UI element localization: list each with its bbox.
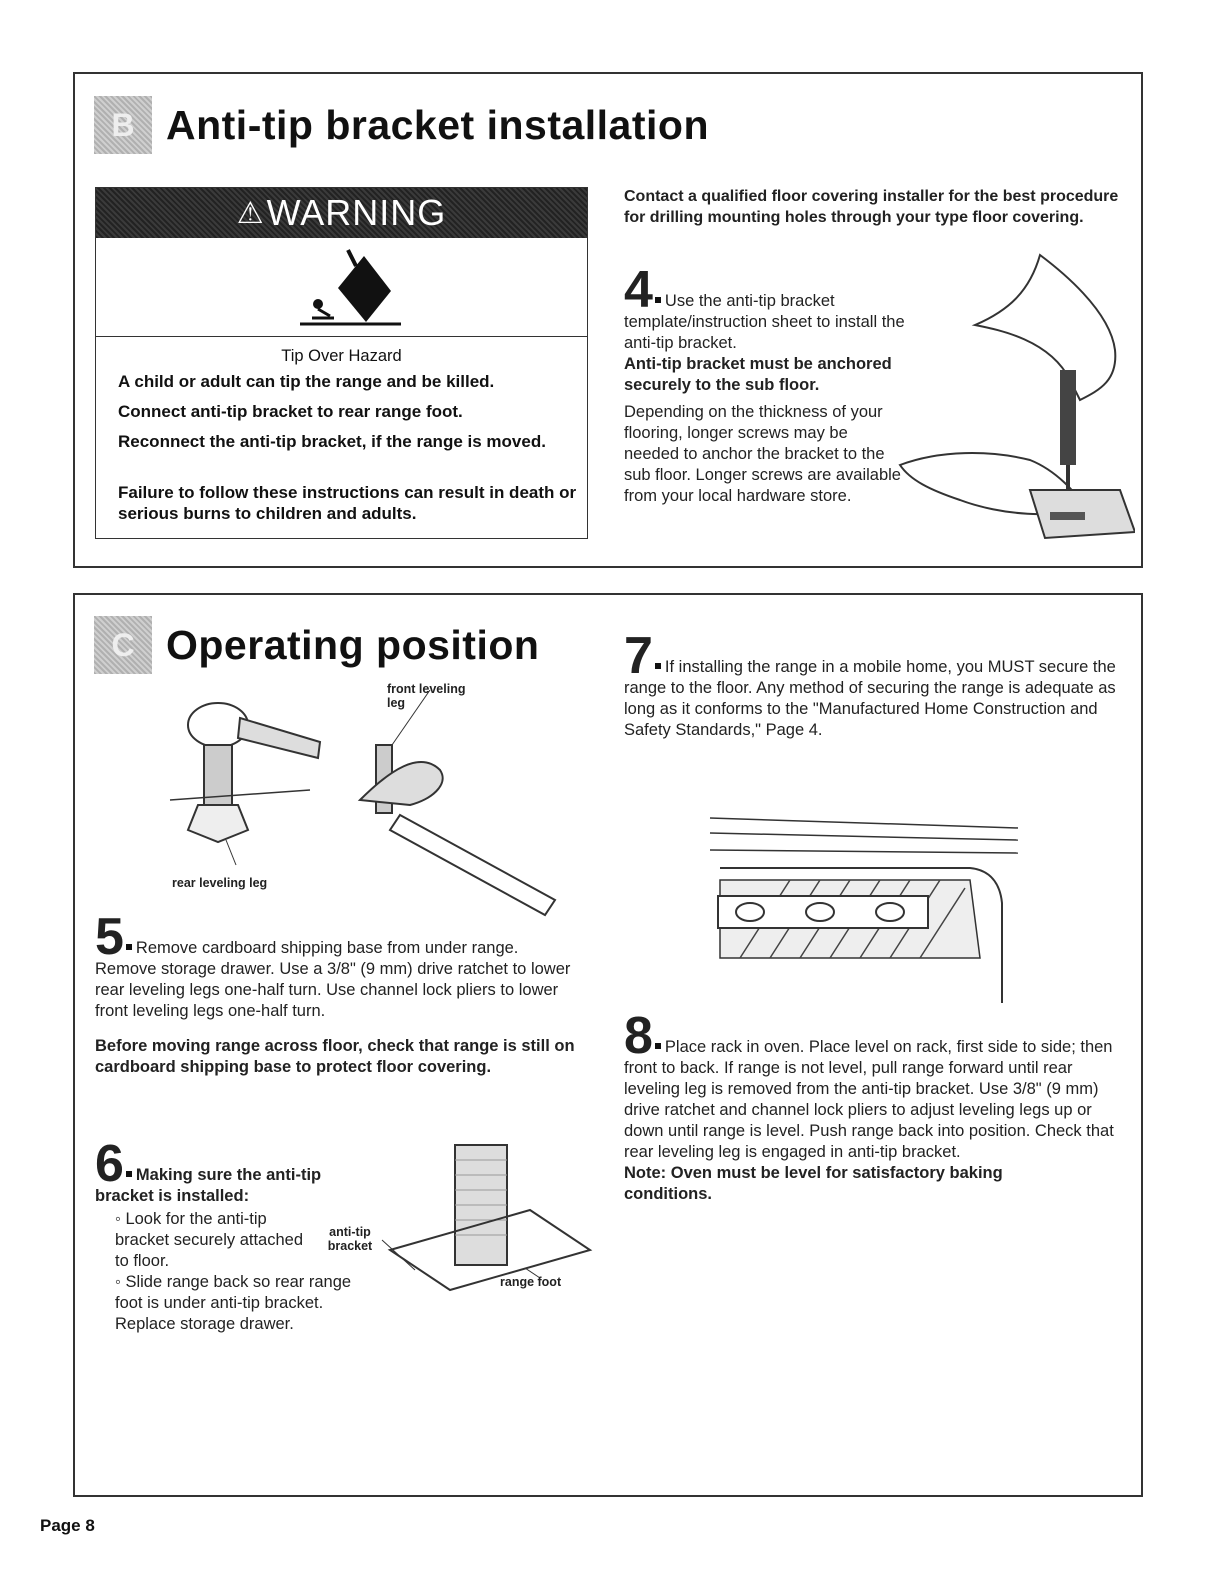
step-6-bullet-2: ◦ Slide range back so rear range foot is under anti-tip bracket. Replace storage drawer. [115,1273,352,1333]
section-c-title: Operating position [166,621,540,668]
anti-tip-bracket-label: anti-tip bracket [327,1225,373,1253]
step-7-text: If installing the range in a mobile home, you MUST secure the range to the floor. Any method of securing the range is adequate as long as it conforms to the "Manufactured Home Construction and Safety Standards," Page 4. [624,658,1116,739]
step-4-text2: Depending on the thickness of your flooring, longer screws may be needed to anchor the bracket to the sub floor. Longer screws are available from your local hardware store. [624,403,901,505]
step-4-bold: Anti-tip bracket must be anchored securely to the sub floor. [624,355,892,394]
front-leveling-leg-label: front leveling leg [387,682,466,710]
screwdriver-hand-illustration [880,250,1135,550]
warning-triangle-icon: ⚠ [236,196,265,230]
step-5-number: 5 [95,908,124,966]
step-7-number: 7 [624,627,653,685]
step-8-block [624,1007,1124,1205]
contact-note: Contact a qualified floor covering installer for the best procedure for drilling mounting holes through your type floor covering. [624,188,1119,226]
section-b-letter: B [94,96,152,154]
step-6-number: 6 [95,1135,124,1193]
step-7-block [624,627,1116,741]
step-6-block [95,1135,352,1335]
step-8-number: 8 [624,1007,653,1065]
step-5-text: Remove cardboard shipping base from under range. Remove storage drawer. Use a 3/8" (9 mm) drive ratchet to lower rear leveling legs one-half turn. Use channel lock pliers to lower front leveling legs one-half turn. [95,939,571,1020]
rear-leveling-leg-label: rear leveling leg [172,876,268,890]
section-c-header [94,616,539,674]
step-5-block [95,908,577,1078]
warning-line-4: Failure to follow these instructions can result in death or serious burns to children and adults. [118,483,577,523]
step-8-note: Note: Oven must be level for satisfactory baking conditions. [624,1164,1003,1203]
warning-line-3: Reconnect the anti-tip bracket, if the range is moved. [118,432,546,451]
leveling-legs-illustration [160,690,580,930]
warning-line-2: Connect anti-tip bracket to rear range foot. [118,402,463,421]
warning-line-1: A child or adult can tip the range and be killed. [118,372,495,391]
section-c-letter: C [94,616,152,674]
hazard-title: Tip Over Hazard [281,347,402,365]
step-8-text: Place rack in oven. Place level on rack, first side to side; then front to back. If range is not level, pull range forward until rear leveling leg is removed from the anti-tip bracket. Use 3/8" (9 mm) drive ratchet and channel lock pliers to adjust leveling legs up or down until range is level. Push range back into position. Check that rear leveling leg is engaged in anti-tip bracket. [624,1038,1114,1161]
warning-heading: WARNING [266,192,447,233]
section-b-title: Anti-tip bracket installation [166,101,709,148]
anti-tip-bracket-illustration [360,1140,600,1300]
tip-over-pictogram-icon [276,246,406,330]
warning-box [95,187,588,539]
step-4-text: Use the anti-tip bracket template/instruction sheet to install the anti-tip bracket. [624,292,905,352]
section-b-header [94,96,709,154]
warning-banner [96,188,587,238]
step-5-bold: Before moving range across floor, check that range is still on cardboard shipping base to protect floor covering. [95,1037,575,1076]
step-6-bullet-1: ◦ Look for the anti-tip bracket securely attached to floor. [115,1210,304,1270]
step-6-intro: Making sure the anti-tip bracket is installed: [95,1166,322,1205]
range-foot-label: range foot [500,1275,562,1289]
oven-level-illustration [700,808,1020,1008]
page-number: Page 8 [40,1516,95,1535]
step-4-number: 4 [624,261,653,319]
